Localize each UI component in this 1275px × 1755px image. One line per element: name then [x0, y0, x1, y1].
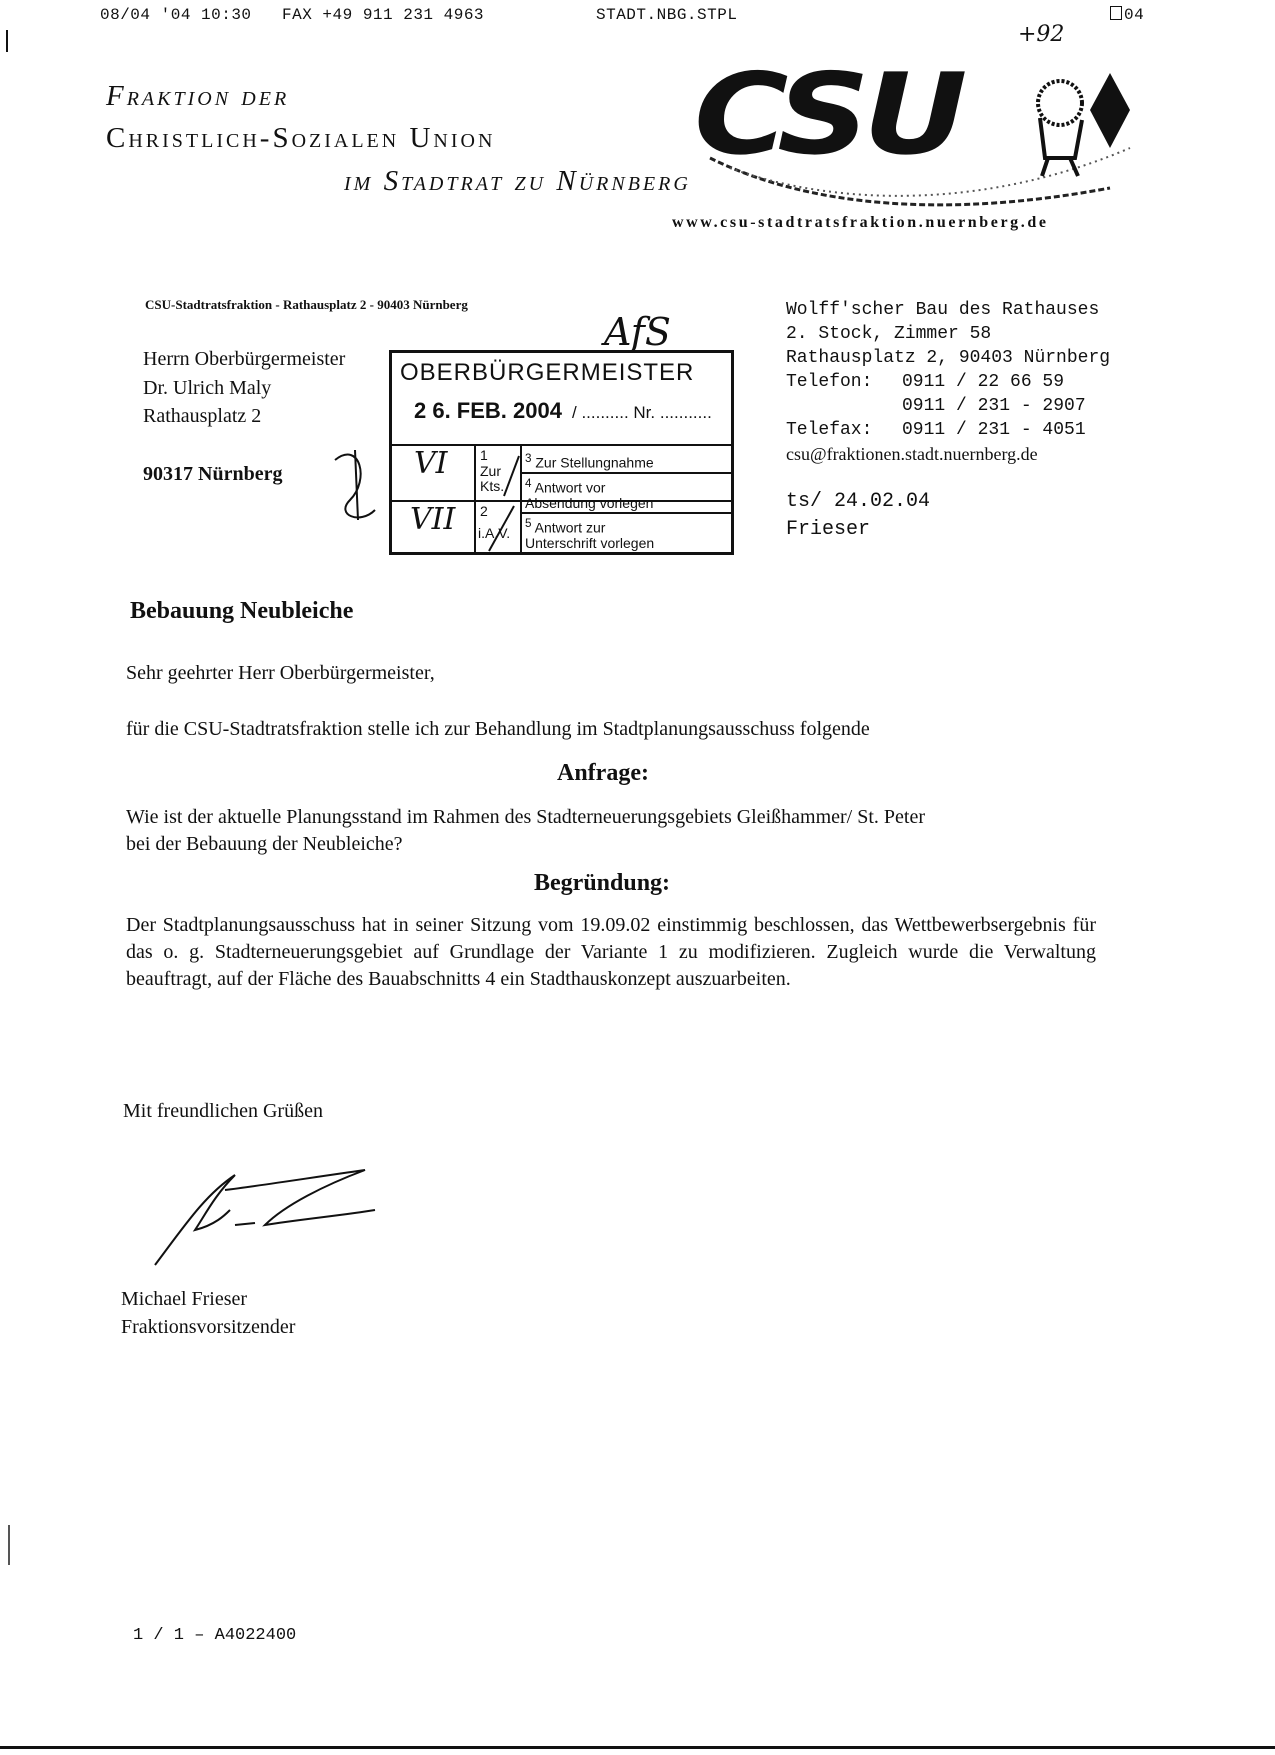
recipient-line2: Dr. Ulrich Maly — [143, 377, 272, 399]
begruendung-text: Der Stadtplanungsausschuss hat in seiner Sitzung vom 19.09.02 einstimmig beschlossen, das Wettbewerbsergebnis für das o. g. Stadterneuerungsgebiet auf Grundlage der Variante 1 zu modifizieren. Zugleich wurde die Verwaltung beauftragt, auf der Fläche des Bauabschnitts 4 ein Stadthauskonzept auszuarbeiten. — [126, 914, 1096, 990]
contact-phone2: 0911 / 231 - 2907 — [902, 396, 1086, 416]
stamp-handwritten-vi: VI — [414, 446, 448, 481]
stamp-col1-text: Zur Kts. — [480, 463, 505, 494]
scan-mark — [8, 1525, 10, 1565]
stamp-col2-num: 2 — [480, 503, 488, 519]
csu-logo-text: CSU — [694, 50, 961, 180]
fax-page-number: 04 — [1124, 6, 1145, 24]
stamp-option-4-text: Antwort vor Absendung vorlegen — [525, 479, 654, 511]
csu-logo — [690, 50, 1160, 223]
recipient-city: 90317 Nürnberg — [143, 463, 283, 485]
letterhead-line2: Christlich-Sozialen Union — [106, 122, 496, 154]
stamp-col1-num: 1 — [480, 447, 488, 463]
fax-page — [1110, 6, 1144, 24]
website: www.csu-stadtratsfraktion.nuernberg.de — [672, 214, 1049, 231]
signature-graphic — [145, 1155, 385, 1275]
footer-rule — [0, 1746, 1275, 1749]
scan-mark — [6, 30, 8, 52]
stamp-divider — [520, 472, 731, 474]
anfrage-heading: Anfrage: — [557, 760, 649, 786]
signer-title: Fraktionsvorsitzender — [121, 1316, 296, 1338]
contact-ref-name: Frieser — [786, 518, 871, 541]
fax-number: FAX +49 911 231 4963 — [282, 6, 485, 24]
stamp-option-4: $^4$ Antwort vor Absendung vorlegen — [525, 477, 654, 511]
recipient-line3: Rathausplatz 2 — [143, 405, 262, 427]
fax-datetime: 08/04 '04 10:30 — [100, 6, 252, 24]
handwritten-afs: AfS — [604, 310, 671, 354]
handwritten-code: +92 — [1018, 22, 1065, 47]
begruendung-heading: Begründung: — [534, 870, 671, 896]
sender-line: CSU-Stadtratsfraktion - Rathausplatz 2 - 90403 Nürnberg — [145, 297, 468, 312]
footer-ref: 1 / 1 – A4022400 — [133, 1626, 297, 1645]
contact-phone1: 0911 / 22 66 59 — [902, 372, 1065, 392]
stamp-option-3-text: Zur Stellungnahme — [535, 454, 654, 471]
subject: Bebauung Neubleiche — [130, 598, 354, 624]
contact-building: Wolff'scher Bau des Rathauses — [786, 300, 1100, 320]
letterhead-line1: Fraktion der — [106, 80, 290, 112]
stamp-handwritten-vii: VII — [410, 502, 456, 537]
contact-ref: ts/ 24.02.04 — [786, 490, 931, 513]
contact-fax-label: Telefax: — [786, 420, 873, 440]
anfrage-line1: Wie ist der aktuelle Planungsstand im Rahmen des Stadterneuerungsgebiets Gleißhammer/ St. Peter — [126, 806, 926, 828]
scribble-graphic — [330, 440, 390, 530]
contact-email: csu@fraktionen.stadt.nuernberg.de — [786, 444, 1038, 464]
stamp-check-strokes — [474, 446, 524, 554]
signature — [145, 1155, 385, 1280]
stamp-date: 2 6. FEB. 2004 — [414, 398, 562, 423]
fax-station: STADT.NBG.STPL — [596, 6, 738, 24]
stamp-nr-label: Nr. — [633, 403, 656, 422]
stamp-grid — [392, 444, 731, 554]
stamp-title: OBERBÜRGERMEISTER — [400, 359, 695, 386]
checkbox-glyph — [1110, 6, 1122, 20]
lion-icon — [1038, 81, 1082, 176]
stamp-option-5-text: Antwort zur Unterschrift vorlegen — [525, 519, 655, 551]
contact-address: Rathausplatz 2, 90403 Nürnberg — [786, 348, 1111, 368]
stamp-option-3: $^3$ Zur Stellungnahme — [525, 452, 654, 471]
anfrage-line2: bei der Bebauung der Neubleiche? — [126, 833, 403, 855]
contact-floor: 2. Stock, Zimmer 58 — [786, 324, 992, 344]
recipient-line1: Herrn Oberbürgermeister — [143, 348, 346, 370]
intro: für die CSU-Stadtratsfraktion stelle ich zur Behandlung im Stadtplanungsausschuss folgende — [126, 718, 870, 740]
receipt-stamp — [389, 350, 734, 555]
closing: Mit freundlichen Grüßen — [123, 1100, 323, 1122]
letterhead-line3: im Stadtrat zu Nürnberg — [344, 165, 691, 197]
handwritten-scribble — [330, 440, 390, 535]
stamp-nr: / .......... Nr. ........... — [572, 403, 712, 422]
salutation: Sehr geehrter Herr Oberbürgermeister, — [126, 662, 435, 684]
contact-phone-label: Telefon: — [786, 372, 873, 392]
signer-name: Michael Frieser — [121, 1288, 248, 1310]
stamp-col2-text: i.A.V. — [478, 525, 511, 541]
contact-fax: 0911 / 231 - 4051 — [902, 420, 1086, 440]
stamp-option-5: $^5$ Antwort zur Unterschrift vorlegen — [525, 517, 655, 551]
stamp-divider — [520, 512, 731, 514]
